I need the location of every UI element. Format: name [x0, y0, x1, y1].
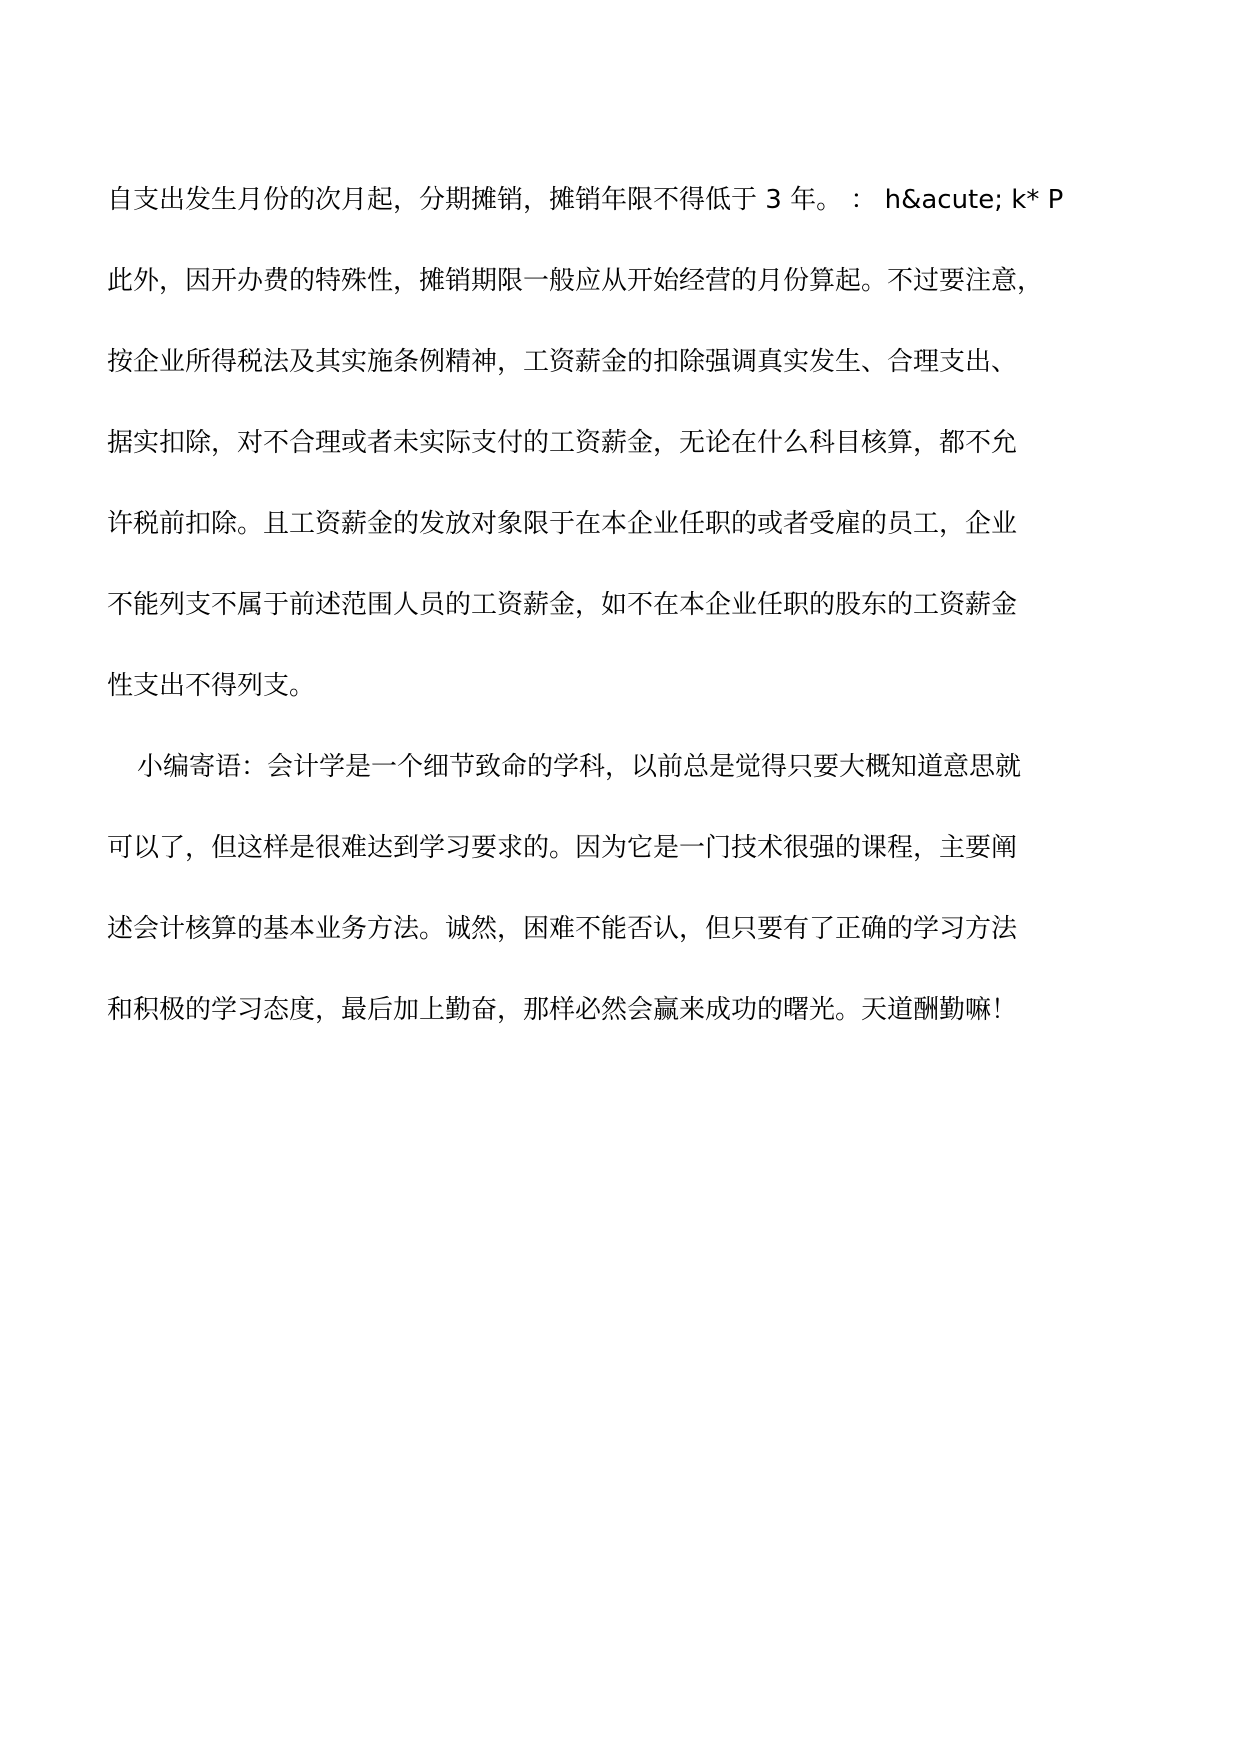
text-line: 和积极的学习态度，最后加上勤奋，那样必然会赢来成功的曙光。天道酬勤嘛！	[107, 995, 1018, 1025]
text-line: 自支出发生月份的次月起，分期摊销，摊销年限不得低于 3 年。 ： h&acute; k* P	[107, 185, 1064, 215]
text-line: 据实扣除，对不合理或者未实际支付的工资薪金，无论在什么科目核算，都不允	[107, 428, 1018, 458]
text-line: 小编寄语：会计学是一个细节致命的学科，以前总是觉得只要大概知道意思就	[137, 752, 1022, 782]
text-line: 按企业所得税法及其实施条例精神，工资薪金的扣除强调真实发生、合理支出、	[107, 347, 1018, 377]
text-line: 述会计核算的基本业务方法。诚然，困难不能否认，但只要有了正确的学习方法	[107, 914, 1018, 944]
document-body	[107, 160, 1147, 1051]
text-line: 性支出不得列支。	[107, 671, 316, 701]
paragraph-2	[107, 727, 1147, 1051]
paragraph-1	[107, 160, 1147, 727]
text-line: 许税前扣除。且工资薪金的发放对象限于在本企业任职的或者受雇的员工，企业	[107, 509, 1018, 539]
text-line: 此外，因开办费的特殊性，摊销期限一般应从开始经营的月份算起。不过要注意，	[107, 266, 1044, 296]
text-line: 不能列支不属于前述范围人员的工资薪金，如不在本企业任职的股东的工资薪金	[107, 590, 1018, 620]
text-line: 可以了，但这样是很难达到学习要求的。因为它是一门技术很强的课程，主要阐	[107, 833, 1018, 863]
